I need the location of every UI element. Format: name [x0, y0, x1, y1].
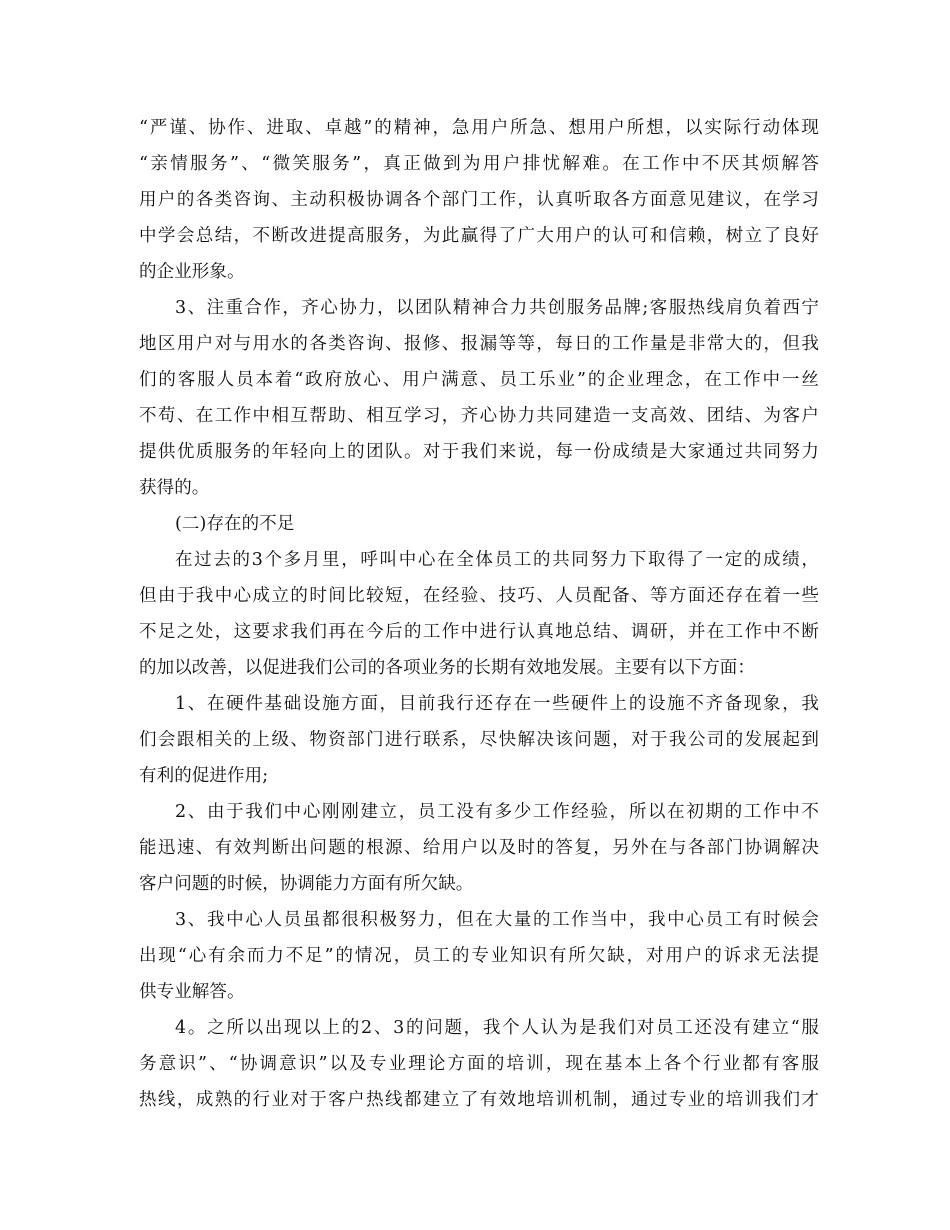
text-line: 的加以改善，以促进我们公司的各项业务的长期有效地发展。主要有以下方面：	[139, 658, 755, 678]
text-line: 地区用户对与用水的各类咨询、报修、报漏等等，每日的工作量是非常大的，但我	[139, 334, 819, 354]
text-line: 供专业解答。	[139, 982, 245, 1002]
text-line: 不苟、在工作中相互帮助、相互学习，齐心协力共同建造一支高效、团结、为客户	[139, 406, 819, 426]
text-line: 但由于我中心成立的时间比较短，在经验、技巧、人员配备、等方面还存在着一些	[139, 586, 819, 606]
text-line: 客户问题的时候，协调能力方面有所欠缺。	[139, 874, 474, 894]
text-line: 用户的各类咨询、主动积极协调各个部门工作，认真听取各方面意见建议，在学习	[139, 190, 819, 210]
text-line: 能迅速、有效判断出问题的根源、给用户以及时的答复，另外在与各部门协调解决	[139, 838, 819, 858]
text-line: 提供优质服务的年轻向上的团队。对于我们来说，每一份成绩是大家通过共同努力	[139, 442, 819, 462]
text-line: 在过去的3个多月里，呼叫中心在全体员工的共同努力下取得了一定的成绩，	[175, 550, 819, 570]
text-line: 获得的。	[139, 478, 210, 498]
text-line: “亲情服务”、“微笑服务”，真正做到为用户排忧解难。在工作中不厌其烦解答	[139, 154, 819, 174]
text-line: 4。之所以出现以上的2、3的问题，我个人认为是我们对员工还没有建立“服	[175, 1018, 819, 1038]
text-line: 务意识”、“协调意识”以及专业理论方面的培训，现在基本上各个行业都有客服	[139, 1054, 819, 1074]
text-line: 热线，成熟的行业对于客户热线都建立了有效地培训机制，通过专业的培训我们才	[139, 1090, 819, 1110]
text-line: 1、在硬件基础设施方面，目前我行还存在一些硬件上的设施不齐备现象，我	[175, 694, 819, 714]
text-line: 的企业形象。	[139, 262, 245, 282]
text-line: “严谨、协作、进取、卓越”的精神，急用户所急、想用户所想，以实际行动体现	[139, 118, 819, 138]
text-line: 不足之处，这要求我们再在今后的工作中进行认真地总结、调研，并在工作中不断	[139, 622, 819, 642]
text-line: 2、由于我们中心刚刚建立，员工没有多少工作经验，所以在初期的工作中不	[175, 802, 819, 822]
text-line: 们会跟相关的上级、物资部门进行联系，尽快解决该问题，对于我公司的发展起到	[139, 730, 819, 750]
text-line: 3、注重合作，齐心协力，以团队精神合力共创服务品牌;客服热线肩负着西宁	[175, 298, 819, 318]
text-line: 中学会总结，不断改进提高服务，为此赢得了广大用户的认可和信赖，树立了良好	[139, 226, 819, 246]
text-line: 们的客服人员本着“政府放心、用户满意、员工乐业”的企业理念，在工作中一丝	[139, 370, 819, 390]
section-heading: (二)存在的不足	[175, 514, 295, 534]
text-line: 出现“心有余而力不足”的情况，员工的专业知识有所欠缺，对用户的诉求无法提	[139, 946, 819, 966]
text-line: 3、我中心人员虽都很积极努力，但在大量的工作当中，我中心员工有时候会	[175, 910, 819, 930]
text-line: 有利的促进作用;	[139, 766, 269, 786]
